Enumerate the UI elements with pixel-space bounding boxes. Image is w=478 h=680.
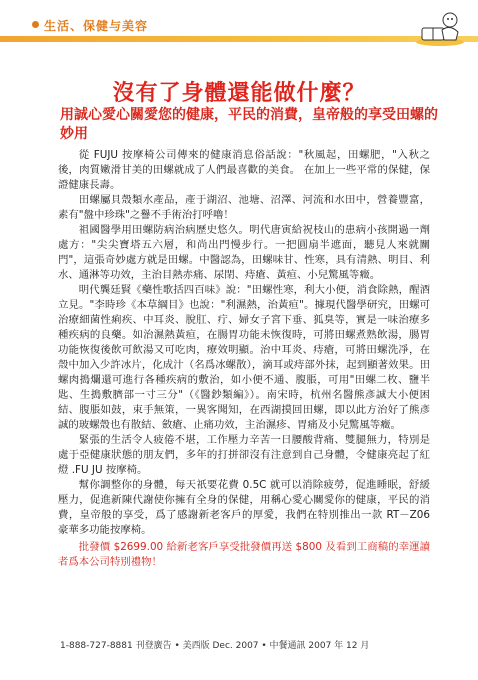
- paragraph: 祖國醫學用田螺防病治病歷史悠久。明代唐寅給祝枝山的患病小孩開過一劑處方："尖尖寶塔五六層，和尚出門慢步行。一把圓扇半遮面，聽見人來就關門"，這張奇妙處方就是田螺。中醫認為，田螺味甘、性寒，具有清熱、明目、利水、通淋等功效，主治目熱赤痛、尿閉、痔瘡、黃疸、小兒驚風等癥。: [58, 224, 430, 281]
- headline: 沒有了身體還能做什麼？: [112, 81, 366, 106]
- page-footer: 1-888-727-8881 刊登廣告 • 美西版 Dec. 2007 • 中餐通訊 2007 年 12 月: [60, 641, 370, 651]
- header-bar: [0, 36, 478, 42]
- paragraph: 明代龔廷賢《藥性歌括四百味》說："田螺性寒，利大小便，消食除熱，醒酒立見。"李時珍《本草綱目》也說："利濕熱，治黃疸"。據現代醫學研究，田螺可治療細菌性痢疾、中耳炎、脫肛、疔、婦女子宮下垂、狐臭等，實是一味治療多種疾病的良藥。如治濕熱黃疸，在腸胃功能未恢復時，可將田螺煮熟飲湯，腸胃功能恢復後飲可飲湯又可吃肉，療效明顯。治中耳炎、痔瘡，可將田螺洗凈，在殼中加入少許冰片，化成汁（名爲冰螺散），滴耳或痔部外抹，起到顯著效果。田螺肉搗爛還可進行各種疾病的敷治，如小便不通、腹脹，可用"田螺二枚、鹽半匙、生搗敷臍部一寸三分"（《醫鈔類編》）。南宋時，杭州名醫熊彥誠大小便困結、腹脹如鼓，束手無策，一異客聞知，在西湖摸回田螺，即以此方治好了熊彥誠的玻螺殼也有散結、斂瘡、止痛功效，主治濕疹、胃痛及小兒驚風等癥。: [58, 284, 430, 431]
- reading-person-icon: [412, 8, 468, 48]
- paragraph: 幫你調整你的身體，每天祇要花費 0.5C 就可以消除疲勞，促進睡眠，舒緩壓力，促進新陳代謝使你擁有全身的保健，用稱心愛心關愛你的健康，平民的消費，皇帝般的享受，爲了感謝新老客戶的厚愛，我們在特別推出一款 RT－Z06 豪華多功能按摩椅。: [58, 479, 430, 536]
- article-body: [58, 148, 430, 538]
- section-title: 生活、保健与美容: [44, 19, 149, 33]
- paragraph: 緊張的生活令人疲倦不堪，工作壓力辛苦一日腰酸背痛、雙腿無力，特別是處于亞健康狀態的朋友們，多年的打拼卻沒有注意到自己身體，令健康亮起了紅燈 .FU JU 按摩椅。: [58, 434, 430, 476]
- paragraph: 田螺屬貝殼類水產品，產于湖沼、池塘、沼澤、河流和水田中，營養豐富，素有"盤中珍珠"之譽不手術治打呼嚕！: [58, 194, 430, 221]
- subheadline: 用誠心愛心關愛您的健康，平民的消費，皇帝般的享受田螺的妙用: [60, 107, 438, 142]
- page-header: [0, 0, 478, 52]
- promo-text: 批發價 $2699.00 給新老客戶享受批發價再送 $800 及看到工商稿的幸運讀者爲本公司特別禮物！: [58, 541, 430, 568]
- paragraph: 從 FUJU 按摩椅公司傳來的健康消息俗話說："秋風起，田螺肥，"入秋之後，肉質嫩滑甘美的田螺就成了人們最喜歡的美食。 在加上一些平常的保健，保證健康長壽。: [58, 149, 430, 191]
- bullet-icon: [32, 21, 39, 28]
